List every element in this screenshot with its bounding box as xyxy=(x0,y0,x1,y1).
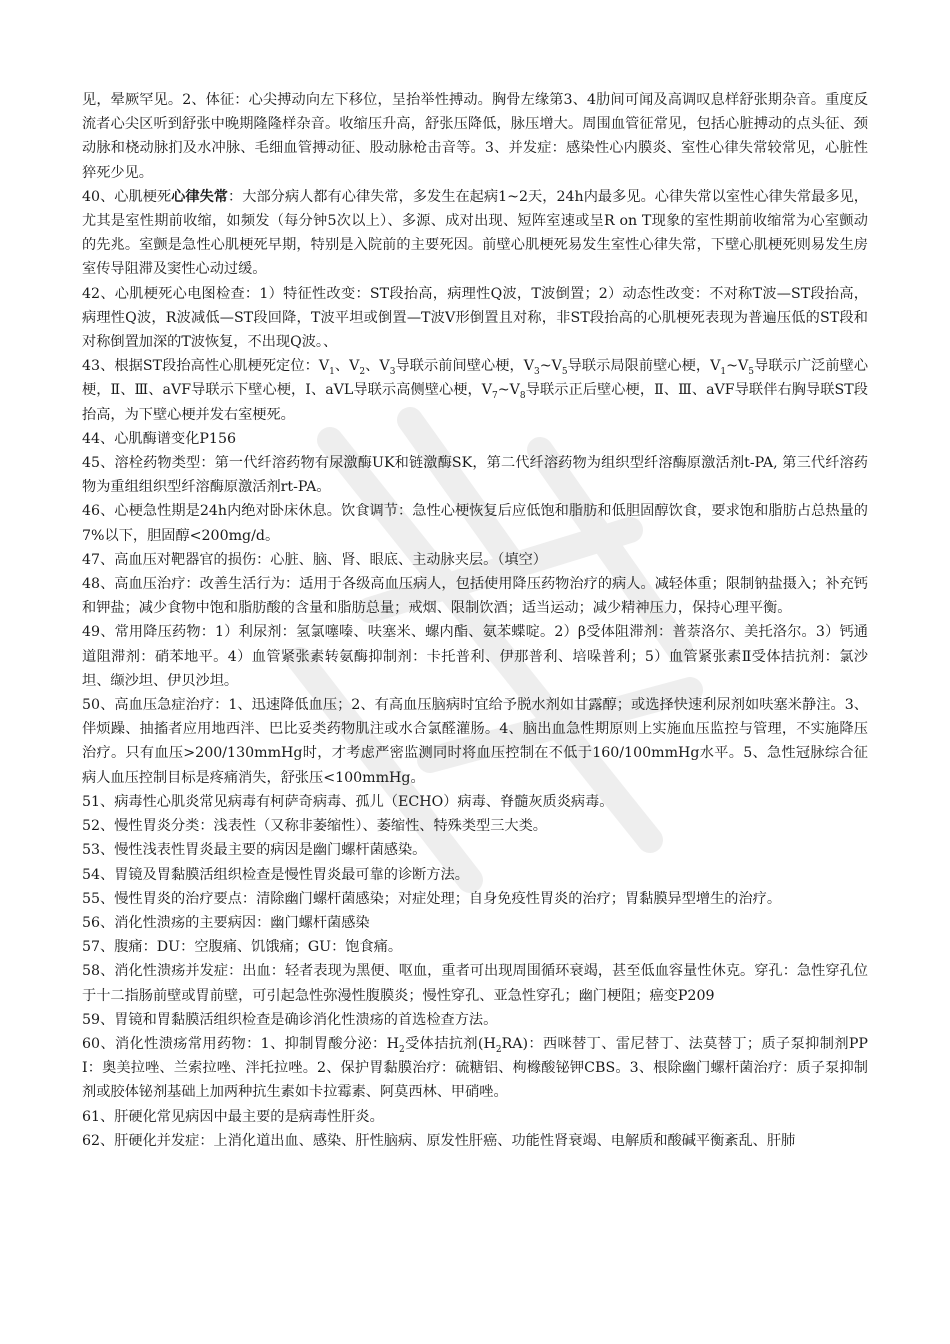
paragraph-text: 40、心肌梗死 xyxy=(82,188,172,205)
paragraph-text: 42、心肌梗死心电图检查：1）特征性改变：ST段抬高，病理性Q波，T波倒置；2）动态性改变：不对称T波—ST段抬高，病理性Q波，R波减低—ST段回降，T波平坦或倒置—T波V形倒置且对称，非ST段抬高的心肌梗死表现为普遍压低的ST段和对称倒置加深的T波恢复，不出现Q波。、 xyxy=(82,285,868,351)
paragraph-text: ~V xyxy=(726,358,749,375)
paragraph-text: 、V xyxy=(334,358,360,375)
paragraph-text: 56、消化性溃疡的主要病因：幽门螺杆菌感染 xyxy=(82,914,370,931)
paragraph-text: 导联示广泛前壁心梗，Ⅱ、Ⅲ、aVF导联示下壁心梗，Ⅰ、aVL导联示高侧壁心梗，V xyxy=(82,358,869,399)
subscript-text: 8 xyxy=(519,391,526,402)
paragraph xyxy=(82,185,868,282)
subscript-text: 1 xyxy=(329,367,335,378)
paragraph xyxy=(82,548,868,572)
subscript-text: 1 xyxy=(720,367,727,378)
paragraph-text: 48、高血压治疗：改善生活行为：适用于各级高血压病人，包括使用降压药物治疗的病人。减轻体重；限制钠盐摄入；补充钙和钾盐；减少食物中饱和脂肪酸的含量和脂肪总量；戒烟、限制饮酒；适当运动；减少精神压力，保持心理平衡。 xyxy=(82,576,868,617)
paragraph xyxy=(82,88,868,185)
subscript-text: 3 xyxy=(533,367,540,378)
paragraph-text: 50、高血压急症治疗：1、迅速降低血压；2、有高血压脑病时宜给予脱水剂如甘露醇；或选择快速利尿剂如呋塞米静注。3、伴烦躁、抽搐者应用地西泮、巴比妥类药物肌注或水合氯醛灌肠。4、脑出血急性期原则上实施血压监控与管理，不实施降压治疗。只有血压>200/130mmHg时，才考虑严密监测同时将血压控制在不低于160/100mmHg水平。5、急性冠脉综合征病人血压控制目标是疼痛消失，舒张压<100mmHg。 xyxy=(82,697,868,786)
paragraph-text: 60、消化性溃疡常用药物：1、抑制胃酸分泌：H xyxy=(82,1035,399,1052)
paragraph-text: 55、慢性胃炎的治疗要点：清除幽门螺杆菌感染；对症处理；自身免疫性胃炎的治疗；胃黏膜异型增生的治疗。 xyxy=(82,890,782,907)
paragraph-text: 44、心肌酶谱变化P156 xyxy=(82,430,236,447)
paragraph-text: 受体拮抗剂(H xyxy=(404,1035,496,1052)
paragraph-text: 见，晕厥罕见。2、体征：心尖搏动向左下移位，呈抬举性搏动。胸骨左缘第3、4肋间可闻及高调叹息样舒张期杂音。重度反流者心尖区听到舒张中晚期隆隆样杂音。收缩压升高，舒张压降低，脉压增大。周围血管征常见，包括心脏搏动的点头征、颈动脉和桡动脉扪及水冲脉、毛细血管搏动征、股动脉枪击音等。3、并发症：感染性心内膜炎、室性心律失常较常见，心脏性猝死少见。 xyxy=(82,92,868,181)
paragraph-text: 导联示正后壁心梗，Ⅱ、Ⅲ、aVF导联伴右胸导联ST段抬高，为下壁心梗并发右室梗死。 xyxy=(82,382,868,423)
subscript-text: 5 xyxy=(748,367,755,378)
paragraph-text: 58、消化性溃疡并发症：出血：轻者表现为黑便、呕血，重者可出现周围循环衰竭，甚至低血容量性休克。穿孔：急性穿孔位于十二指肠前壁或胃前壁，可引起急性弥漫性腹膜炎；慢性穿孔、亚急性穿孔；幽门梗阻；癌变P209 xyxy=(82,963,868,1004)
subscript-text: 3 xyxy=(389,367,396,378)
paragraph-text: 51、病毒性心肌炎常见病毒有柯萨奇病毒、孤儿（ECHO）病毒、脊髓灰质炎病毒。 xyxy=(82,793,614,810)
paragraph xyxy=(82,451,868,499)
paragraph-text: 62、肝硬化并发症：上消化道出血、感染、肝性脑病、原发性肝癌、功能性肾衰竭、电解质和酸碱平衡紊乱、肝肺 xyxy=(82,1132,796,1149)
subscript-text: 5 xyxy=(561,367,568,378)
paragraph-text: ~V xyxy=(497,382,520,399)
paragraph-text: 、V xyxy=(365,358,390,375)
paragraph-text: 53、慢性浅表性胃炎最主要的病因是幽门螺杆菌感染。 xyxy=(82,842,427,859)
paragraph-text: 导联示前间壁心梗，V xyxy=(395,358,534,375)
paragraph-text: 46、心梗急性期是24h内绝对卧床休息。饮食调节：急性心梗恢复后应低饱和脂肪和低胆固醇饮食，要求饱和脂肪占总热量的7%以下，胆固醇<200mg/d。 xyxy=(82,503,868,544)
paragraph xyxy=(82,1129,868,1153)
paragraph-text: 45、溶栓药物类型：第一代纤溶药物有尿激酶UK和链激酶SK，第二代纤溶药物为组织型纤溶酶原激活剂t-PA, 第三代纤溶药物为重组组织型纤溶酶原激活剂rt-PA。 xyxy=(82,455,868,496)
subscript-text: 2 xyxy=(495,1044,502,1055)
paragraph-text: 54、胃镜及胃黏膜活组织检查是慢性胃炎最可靠的诊断方法。 xyxy=(82,866,469,883)
paragraph-text: ：大部分病人都有心律失常，多发生在起病1~2天，24h内最多见。心律失常以室性心律失常最多见，尤其是室性期前收缩，如频发（每分钟5次以上）、多源、成对出现、短阵室速或呈R on T现象的室性期前收缩常为心室颤动的先兆。室颤是急性心肌梗死早期，特别是入院前的主要死因。前壁心肌梗死易发生室性心律失常，下壁心肌梗死则易发生房室传导阻滞及窦性心动过缓。 xyxy=(82,188,868,278)
paragraph xyxy=(82,838,868,862)
subscript-text: 7 xyxy=(492,391,498,402)
paragraph xyxy=(82,935,868,959)
paragraph xyxy=(82,790,868,814)
paragraph-text: 导联示局限前壁心梗，V xyxy=(567,358,721,375)
paragraph-text: 47、高血压对靶器官的损伤：心脏、脑、肾、眼底、主动脉夹层。（填空） xyxy=(82,551,547,568)
paragraph-text: 61、肝硬化常见病因中最主要的是病毒性肝炎。 xyxy=(82,1108,384,1125)
paragraph xyxy=(82,354,868,427)
subscript-text: 2 xyxy=(359,367,366,378)
paragraph xyxy=(82,911,868,935)
paragraph-text: 52、慢性胃炎分类：浅表性（又称非萎缩性）、萎缩性、特殊类型三大类。 xyxy=(82,818,547,835)
paragraph-text: RA)：西咪替丁、雷尼替丁、法莫替丁；质子泵抑制剂PPI：奥美拉唑、兰索拉唑、泮托拉唑。2、保护胃黏膜治疗：硫糖铝、枸橼酸铋钾CBS。3、根除幽门螺杆菌治疗：质子泵抑制剂或胶体铋剂基础上加两种抗生素如卡拉霉素、阿莫西林、甲硝唑。 xyxy=(82,1035,868,1101)
subscript-text: 2 xyxy=(398,1044,405,1055)
paragraph xyxy=(82,1105,868,1129)
paragraph xyxy=(82,1032,868,1105)
paragraph xyxy=(82,499,868,547)
paragraph-text: 49、常用降压药物：1）利尿剂：氢氯噻嗪、呋塞米、螺内酯、氨苯蝶啶。2）β受体阻滞剂：普萘洛尔、美托洛尔。3）钙通道阻滞剂：硝苯地平。4）血管紧张素转氨酶抑制剂：卡托普利、伊那普利、培哚普利；5）血管紧张素Ⅱ受体拮抗剂：氯沙坦、缬沙坦、伊贝沙坦。 xyxy=(82,624,868,689)
paragraph xyxy=(82,572,868,620)
document-body xyxy=(82,88,868,1153)
paragraph xyxy=(82,863,868,887)
paragraph xyxy=(82,1008,868,1032)
paragraph xyxy=(82,427,868,451)
paragraph xyxy=(82,959,868,1007)
paragraph-text: 57、腹痛：DU：空腹痛、饥饿痛；GU：饱食痛。 xyxy=(82,939,403,956)
paragraph xyxy=(82,620,868,693)
paragraph-text: ~V xyxy=(539,358,562,375)
paragraph-text: 59、胃镜和胃黏膜活组织检查是确诊消化性溃疡的首选检查方法。 xyxy=(82,1011,498,1028)
paragraph xyxy=(82,693,868,790)
bold-text: 心律失常 xyxy=(171,188,229,205)
paragraph-text: 43、根据ST段抬高性心肌梗死定位：V xyxy=(82,358,330,375)
paragraph xyxy=(82,282,868,355)
paragraph xyxy=(82,814,868,838)
paragraph xyxy=(82,887,868,911)
